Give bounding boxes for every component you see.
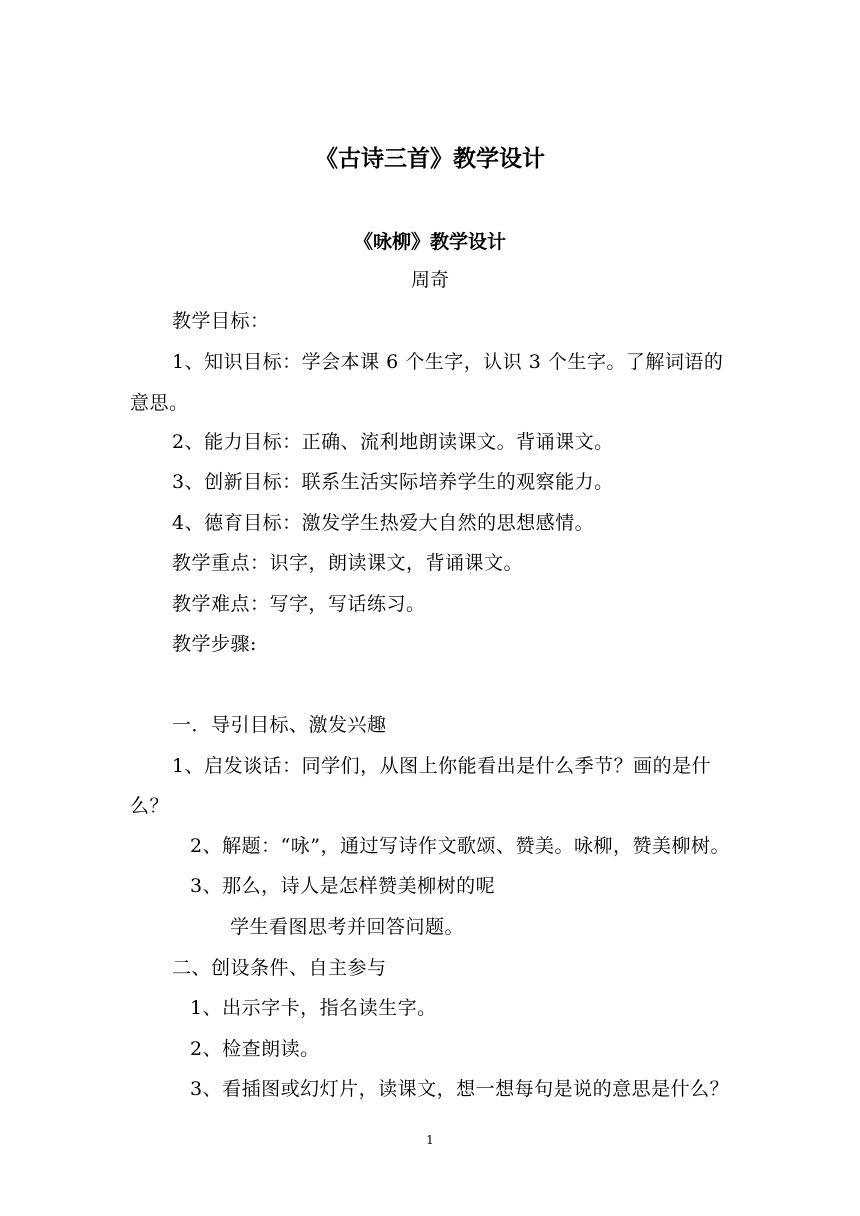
paragraph-line: 教学目标： <box>172 310 270 332</box>
paragraph-line: 2、解题：“咏”，通过写诗作文歌颂、赞美。咏柳，赞美柳树。 <box>190 835 731 857</box>
section-title: 《咏柳》教学设计 <box>353 231 506 253</box>
paragraph-line: 教学难点：写字，写话练习。 <box>172 593 426 615</box>
paragraph-line: 1、启发谈话：同学们，从图上你能看出是什么季节？画的是什 <box>172 755 712 777</box>
paragraph-line: 2、检查朗读。 <box>190 1038 320 1060</box>
paragraph-line: 3、创新目标：联系生活实际培养学生的观察能力。 <box>172 471 614 493</box>
document-title: 《古诗三首》教学设计 <box>315 145 545 172</box>
section-heading: 一．导引目标、激发兴趣 <box>172 714 387 736</box>
paragraph-line: 么？ <box>130 795 170 817</box>
paragraph-line: 教学步骤: <box>172 633 257 655</box>
author-name: 周奇 <box>410 269 449 291</box>
paragraph-line: 学生看图思考并回答问题。 <box>230 916 465 938</box>
paragraph-line: 教学重点：识字，朗读课文，背诵课文。 <box>172 552 524 574</box>
paragraph-line: 2、能力目标：正确、流利地朗读课文。背诵课文。 <box>172 431 614 453</box>
page-number: 1 <box>426 1133 434 1147</box>
section-heading: 二、创设条件、自主参与 <box>172 957 387 979</box>
paragraph-line: 3、看插图或幻灯片，读课文，想一想每句是说的意思是什么？ <box>190 1078 730 1100</box>
paragraph-line: 3、那么，诗人是怎样赞美柳树的呢 <box>190 875 496 897</box>
paragraph-line: 1、出示字卡，指名读生字。 <box>190 997 437 1019</box>
paragraph-line: 4、德育目标：激发学生热爱大自然的思想感情。 <box>172 512 595 534</box>
paragraph-line: 意思。 <box>130 392 189 414</box>
paragraph-line: 1、知识目标：学会本课 6 个生字，认识 3 个生字。了解词语的 <box>172 351 724 373</box>
